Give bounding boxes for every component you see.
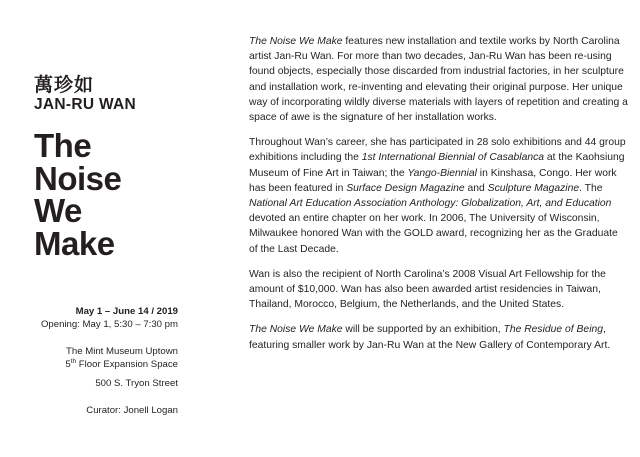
italic-text: The Residue of Being bbox=[503, 324, 603, 336]
title-line: We bbox=[34, 192, 82, 229]
title-line: Noise bbox=[34, 159, 122, 197]
description-paragraph bbox=[249, 135, 629, 257]
italic-text: The Noise We Make bbox=[249, 324, 343, 336]
text-run: Throughout Wan’s career, she has participated in 28 solo exhibitions and 44 group exhibitions including the bbox=[249, 137, 626, 164]
venue-floor-text: Floor Expansion Space bbox=[76, 359, 178, 370]
exhibition-info-column bbox=[0, 0, 218, 457]
text-run: and bbox=[464, 182, 488, 194]
italic-text: Sculpture Magazine bbox=[487, 182, 580, 194]
artist-name: JAN-RU WAN bbox=[34, 96, 137, 113]
text-run: in Kinshasa, Congo. Her work has been featured in bbox=[249, 167, 617, 194]
italic-text: 1st International Biennial of Casablanca bbox=[361, 152, 545, 164]
text-run: devoted an entire chapter on her work. In 2006, The University of Wisconsin, Milwaukee honored Wan with the GOLD award, recognizing her as the Graduate of the Last Decade. bbox=[249, 213, 618, 255]
title-line: Make bbox=[34, 224, 115, 262]
venue-name: The Mint Museum Uptown bbox=[66, 346, 178, 357]
exhibition-dates: May 1 – June 14 / 2019 bbox=[75, 306, 178, 317]
exhibition-title bbox=[34, 127, 214, 262]
venue-floor-number: 5 bbox=[65, 359, 71, 370]
description-paragraph bbox=[249, 322, 629, 352]
opening-reception: Opening: May 1, 5:30 – 7:30 pm bbox=[40, 319, 178, 330]
italic-text: Yango-Biennial bbox=[407, 167, 477, 179]
text-run: Wan is also the recipient of North Carolina’s 2008 Visual Art Fellowship for the amount of $10,000. Wan has also been awarded artist residencies in Taiwan, Thailand, Morocco, Belgium, the Netherlands, and the United States. bbox=[249, 268, 606, 311]
description-paragraph bbox=[249, 34, 629, 125]
curator: Curator: Jonell Logan bbox=[86, 405, 178, 416]
text-run: . The bbox=[579, 182, 603, 194]
venue-floor bbox=[0, 358, 178, 371]
artist-chinese-name: 萬珍如 bbox=[34, 75, 95, 96]
description-column bbox=[249, 34, 629, 363]
title-line: The bbox=[34, 127, 92, 164]
text-run: at the Kaohsiung Museum of Fine Art in Taiwan; the bbox=[249, 152, 625, 179]
italic-text: National Art Education Association Anthology: Globalization, Art, and Education bbox=[249, 198, 612, 210]
text-run: , featuring smaller work by Jan-Ru Wan at the New Gallery of Contemporary Art. bbox=[249, 324, 611, 351]
text-run: features new installation and textile works by North Carolina artist Jan-Ru Wan. For more than two decades, Jan-Ru Wan has been re-using found objects, especially those discarded from industrial factories, in her sculpture and installation work, re-inventing and elevating their original purpose. Her unique way of incorporating wildly diverse materials with layers of repetition and creating a space of awe is the signature of her installation works. bbox=[249, 36, 628, 124]
text-run: will be supported by an exhibition, bbox=[342, 324, 504, 336]
description-paragraph bbox=[249, 267, 629, 313]
venue-floor-ordinal: th bbox=[70, 357, 77, 365]
venue-address: 500 S. Tryon Street bbox=[95, 378, 178, 389]
italic-text: Surface Design Magazine bbox=[346, 182, 465, 194]
italic-text: The Noise We Make bbox=[249, 36, 343, 47]
